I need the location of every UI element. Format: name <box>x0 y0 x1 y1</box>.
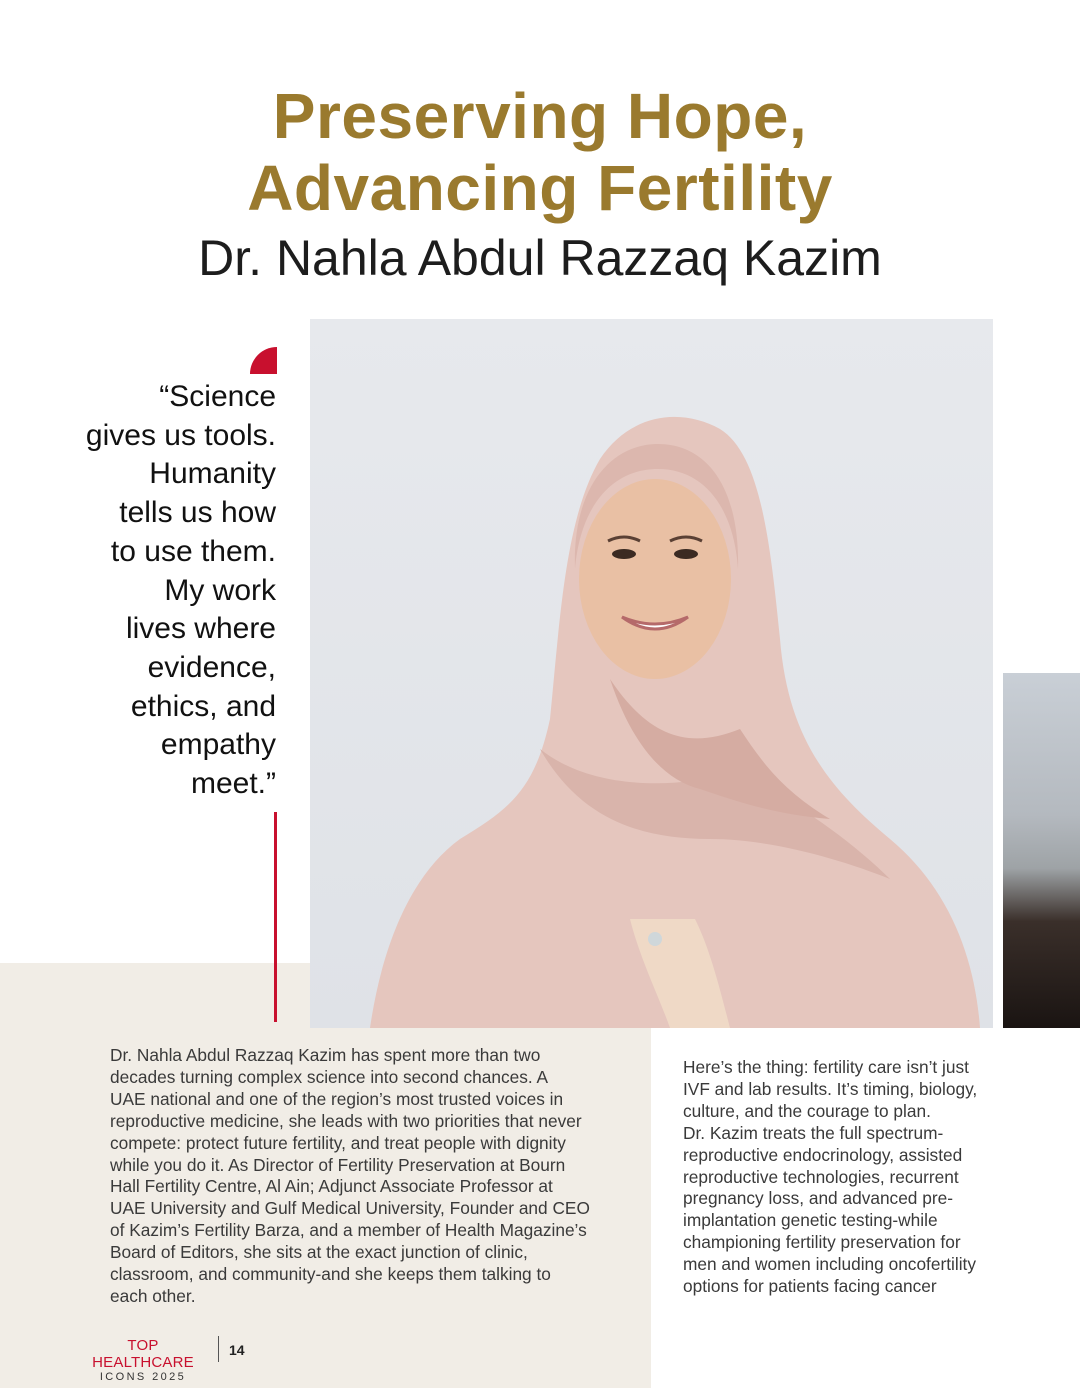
quote-vertical-rule <box>274 812 277 1022</box>
portrait-illustration <box>310 319 993 1028</box>
pull-quote-line: My work <box>164 573 276 607</box>
quote-corner-icon <box>250 347 277 374</box>
article-line: UAE University and Gulf Medical University, Founder and CEO <box>110 1198 590 1219</box>
pull-quote-line: to use them. <box>110 534 276 568</box>
article-line: Here’s the thing: fertility care isn’t just <box>683 1057 969 1077</box>
title-line-1: Preserving Hope, <box>272 80 808 152</box>
pull-quote-line: meet.” <box>190 767 276 801</box>
article-line: championing fertility preservation for <box>683 1232 961 1253</box>
pull-quote-line: lives where <box>125 612 276 646</box>
pull-quote <box>46 378 276 804</box>
article-line: classroom, and community-and she keeps them talking to <box>110 1264 551 1285</box>
article-line: of Kazim’s Fertility Barza, and a member of Health Magazine’s <box>110 1220 587 1241</box>
article-line: men and women including oncofertility <box>683 1254 976 1275</box>
article-line: compete: protect future fertility, and treat people with dignity <box>110 1132 566 1153</box>
article-line: culture, and the courage to plan. <box>683 1100 931 1121</box>
article-title <box>0 80 1080 224</box>
article-line: reproductive endocrinology, assisted <box>683 1144 963 1165</box>
brand-line-1: TOP HEALTHCARE <box>92 1337 194 1371</box>
pull-quote-line: tells us how <box>119 496 276 530</box>
pull-quote-line: evidence, <box>147 650 276 684</box>
article-line: Hall Fertility Centre, Al Ain; Adjunct Associate Professor at <box>110 1176 553 1197</box>
title-line-2: Advancing Fertility <box>247 152 833 224</box>
article-line: implantation genetic testing-while <box>683 1210 938 1231</box>
page-number: 14 <box>229 1342 245 1358</box>
article-line: IVF and lab results. It’s timing, biology, <box>683 1078 978 1099</box>
article-line: UAE national and one of the region’s most trusted voices in <box>110 1088 564 1109</box>
article-line: options for patients facing cancer <box>683 1276 937 1297</box>
secondary-photo-strip <box>1003 673 1080 1028</box>
footer-divider <box>218 1336 219 1362</box>
article-line: decades turning complex science into second chances. A <box>110 1066 549 1087</box>
article-line: reproductive medicine, she leads with two priorities that never <box>110 1110 582 1131</box>
article-line: Board of Editors, she sits at the exact junction of clinic, <box>110 1242 528 1263</box>
pull-quote-line: Humanity <box>149 457 276 491</box>
article-line: Dr. Nahla Abdul Razzaq Kazim has spent more than two <box>110 1045 541 1065</box>
article-subtitle: Dr. Nahla Abdul Razzaq Kazim <box>198 230 882 286</box>
article-column-right <box>683 1057 1013 1298</box>
pull-quote-line: empathy <box>160 728 276 762</box>
article-line: reproductive technologies, recurrent <box>683 1166 959 1187</box>
article-line: while you do it. As Director of Fertility Preservation at Bourn <box>110 1154 566 1175</box>
pull-quote-line: ethics, and <box>130 689 276 723</box>
article-line: pregnancy loss, and advanced pre- <box>683 1188 953 1209</box>
article-column-left <box>110 1045 630 1308</box>
article-line: each other. <box>110 1285 196 1306</box>
magazine-brand <box>75 1337 211 1384</box>
portrait-photo <box>310 319 993 1028</box>
brand-line-2: ICONS 2025 <box>99 1371 187 1383</box>
pull-quote-line: gives us tools. <box>85 418 276 452</box>
pull-quote-line: “Science <box>159 380 276 413</box>
article-line: Dr. Kazim treats the full spectrum- <box>683 1122 944 1143</box>
